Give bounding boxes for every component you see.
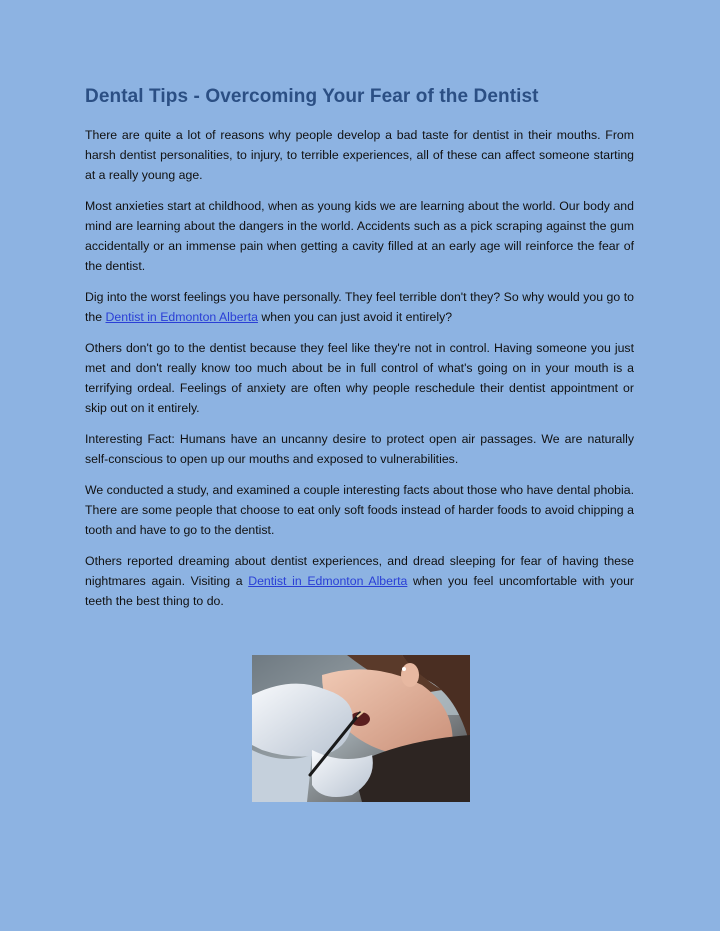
- article-body: [85, 125, 634, 622]
- paragraph-childhood: Most anxieties start at childhood, when as young kids we are learning about the world. Our body and mind are learning about the dangers in the world. Accidents such as a pick scraping against the gum accidentally or an immense pain when getting a cavity filled at an early age will reinforce the fear of the dentist.: [85, 199, 634, 273]
- paragraph-dreaming: [85, 551, 634, 611]
- dental-exam-photo: [252, 655, 470, 802]
- paragraph-text: when you feel uncomfortable with your teeth the best thing to do.: [85, 574, 635, 608]
- paragraph-text: Others reported dreaming about dentist experiences, and dread sleeping for fear of having these nightmares again. Visiting a: [85, 554, 634, 588]
- dentist-edmonton-link-2[interactable]: Dentist in Edmonton Alberta: [248, 574, 408, 588]
- page-title: Dental Tips - Overcoming Your Fear of the Dentist: [85, 86, 539, 107]
- paragraph-text: when you can just avoid it entirely?: [257, 310, 453, 324]
- paragraph-worst-feelings: [85, 287, 634, 327]
- paragraph-control: Others don't go to the dentist because they feel like they're not in control. Having someone you just met and don't really know too much about be in full control of what's going on in your mouth is a terrifying ordeal. Feelings of anxiety are often why people reschedule their dentist appointment or skip out on it entirely.: [85, 341, 634, 415]
- paragraph-interesting-fact: Interesting Fact: Humans have an uncanny desire to protect open air passages. We are naturally self-conscious to open up our mouths and exposed to vulnerabilities.: [85, 432, 634, 466]
- paragraph-text: Dig into the worst feelings you have personally. They feel terrible don't they? So why would you go to the: [85, 290, 634, 324]
- paragraph-reasons: There are quite a lot of reasons why people develop a bad taste for dentist in their mouths. From harsh dentist personalities, to injury, to terrible experiences, all of these can affect someone starting at a really young age.: [85, 128, 634, 182]
- paragraph-study: We conducted a study, and examined a couple interesting facts about those who have dental phobia. There are some people that choose to eat only soft foods instead of harder foods to avoid chipping a tooth and have to go to the dentist.: [85, 483, 634, 537]
- dentist-edmonton-link[interactable]: Dentist in Edmonton Alberta: [105, 310, 258, 324]
- photo-illustration: [252, 655, 470, 802]
